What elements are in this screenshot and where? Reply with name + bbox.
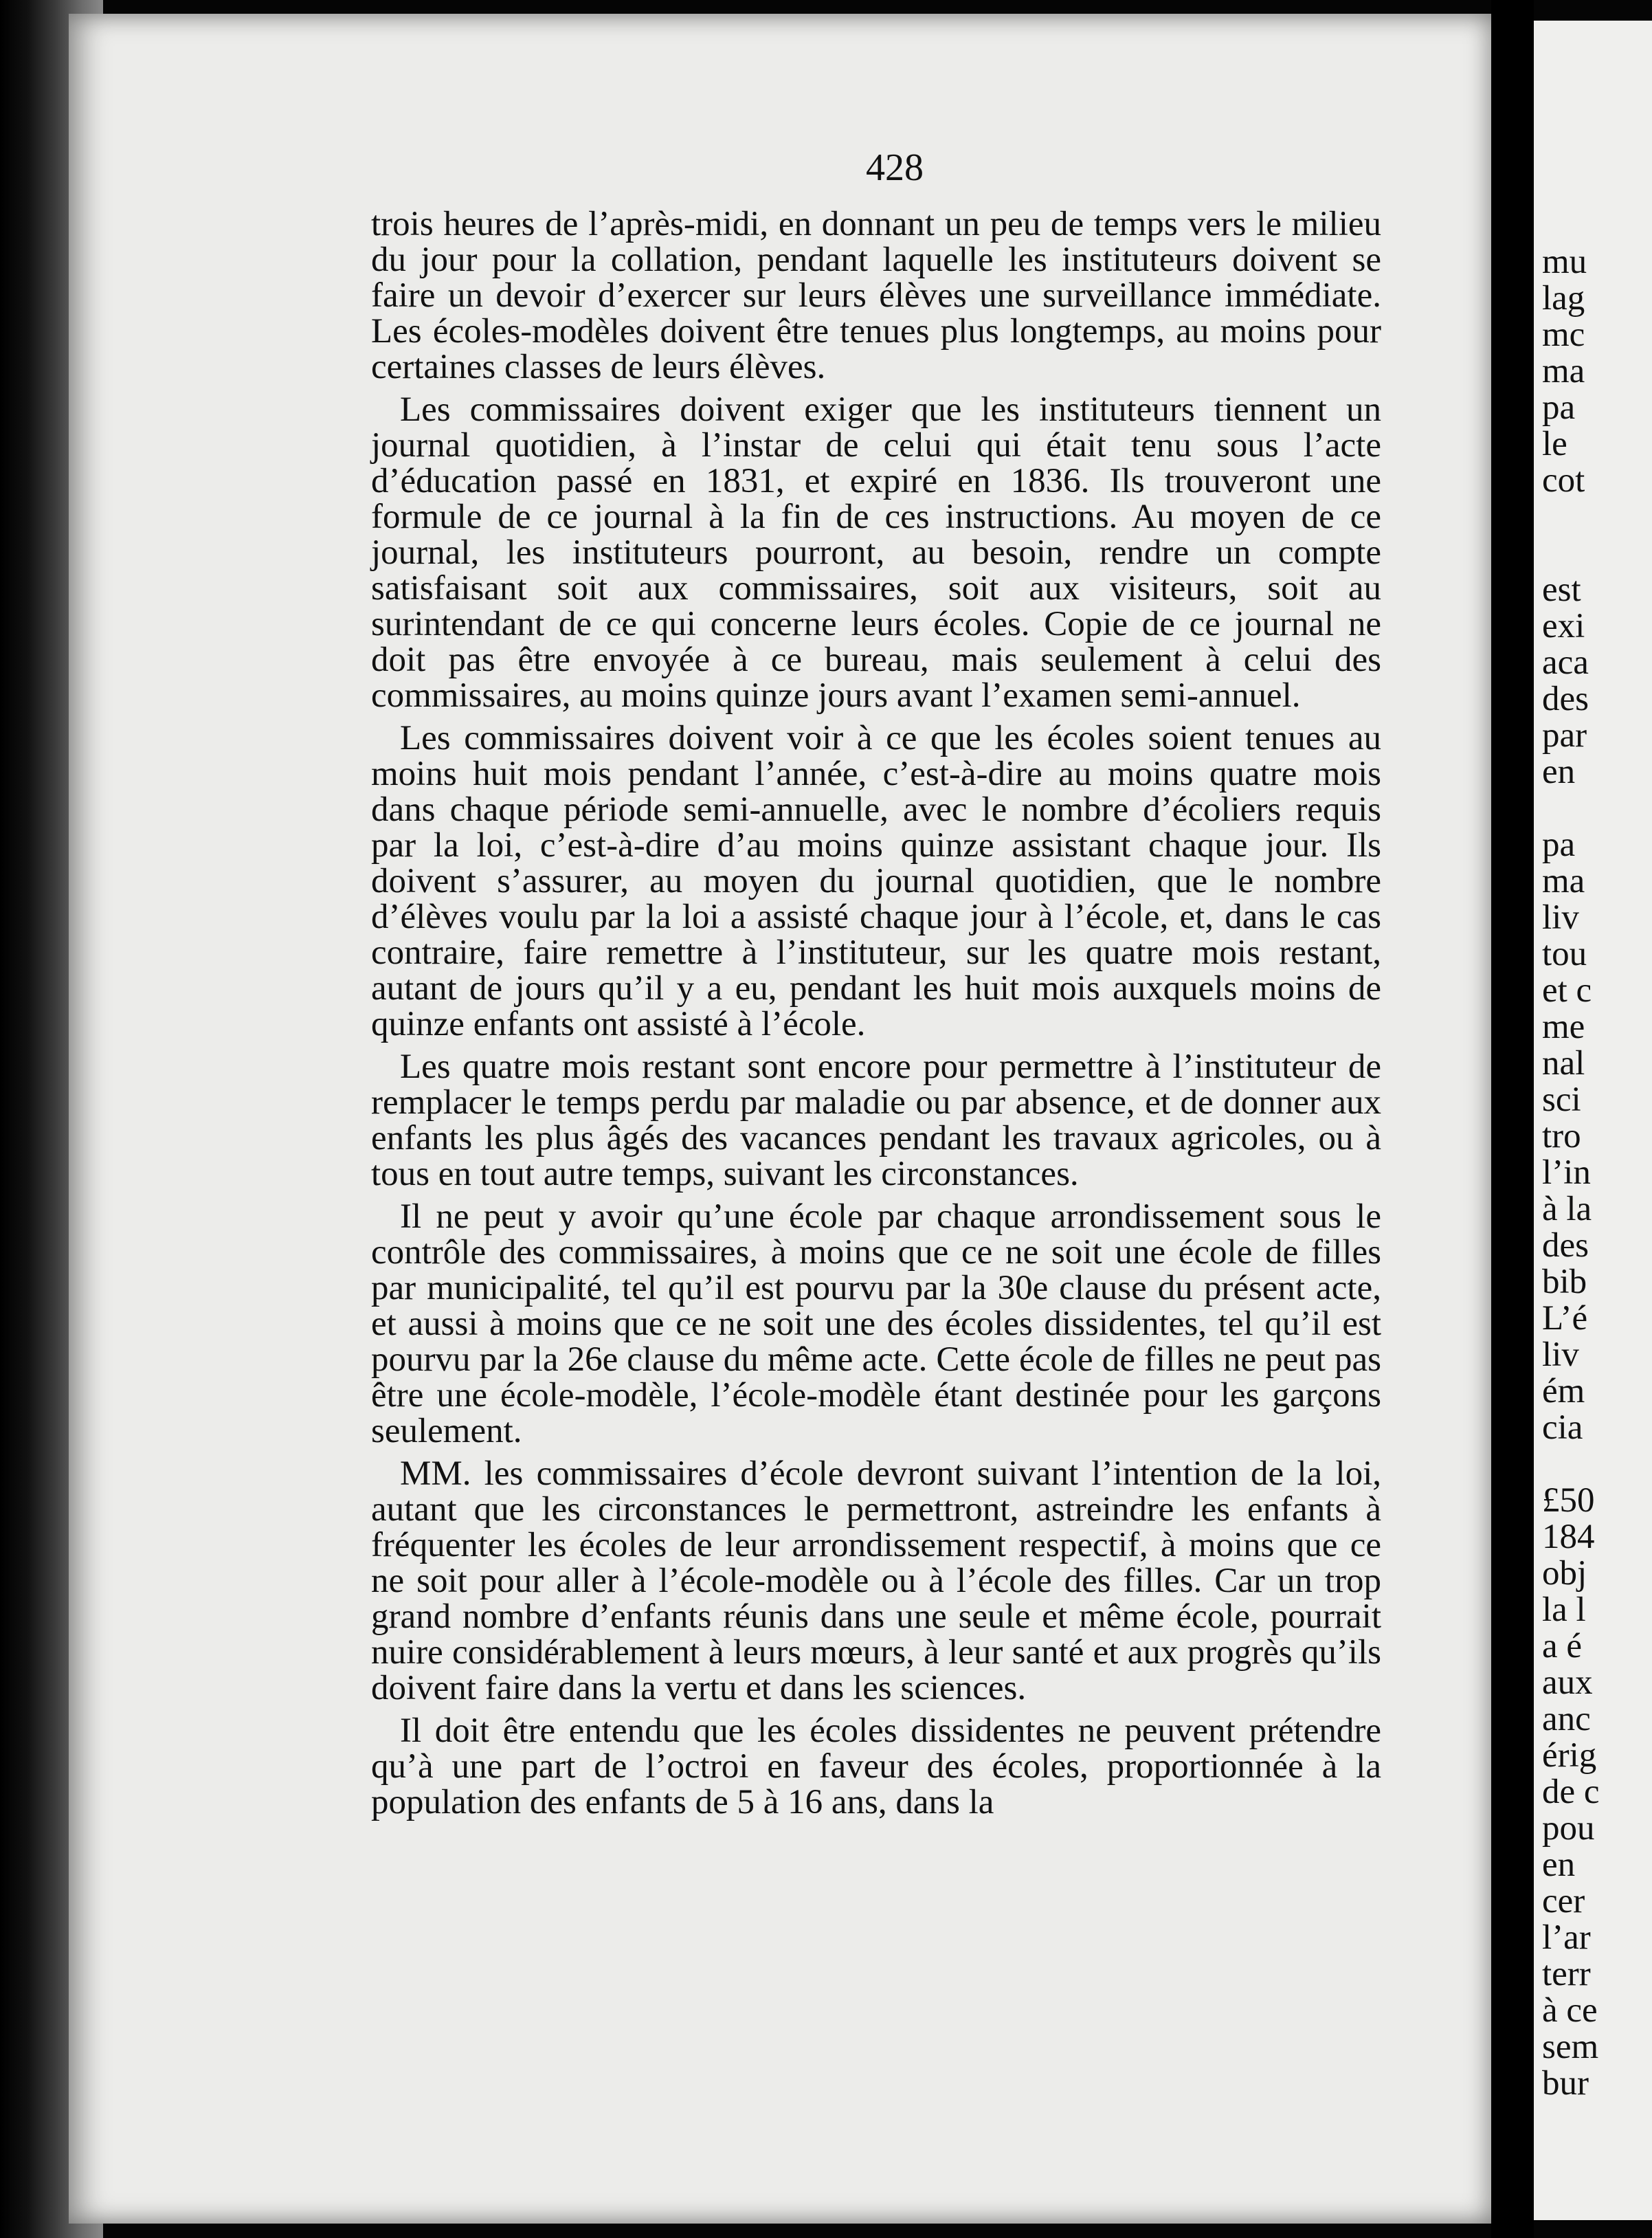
facing-page-line: pou bbox=[1542, 1809, 1595, 1848]
facing-page-line: pa bbox=[1542, 388, 1576, 427]
facing-page-line: mc bbox=[1542, 315, 1585, 354]
facing-page-line: à la bbox=[1542, 1190, 1592, 1228]
page-gutter bbox=[1491, 0, 1534, 2238]
facing-page-line: tou bbox=[1542, 935, 1587, 973]
facing-page-line: tro bbox=[1542, 1117, 1581, 1155]
facing-page-line: des bbox=[1542, 680, 1589, 718]
facing-page-line: terr bbox=[1542, 1955, 1591, 1993]
facing-page-line: £50 bbox=[1542, 1481, 1595, 1520]
facing-page bbox=[1534, 21, 1652, 2220]
facing-page-line: lag bbox=[1542, 279, 1585, 318]
paragraph: Les commissaires doivent voir à ce que les écoles soient tenues au moins huit mois pendant l’année, c’est-à-dire au moins quatre mois dans chaque période semi-annuelle, avec le nombre d’écoliers requis par la loi, c’est-à-dire d’au moins quinze assistant chaque jour. Ils doivent s’assurer, au moyen du journal quotidien, que le nombre d’élèves voulu par la loi a assisté chaque jour à l’école, et, dans le cas contraire, faire remettre à l’instituteur, sur les quatre mois restant, autant de jours qu’il y a eu, pendant les huit mois auxquels moins de quinze enfants ont assisté à l’école. bbox=[371, 719, 1381, 1043]
facing-page-line: l’ar bbox=[1542, 1918, 1591, 1957]
facing-page-line: cia bbox=[1542, 1408, 1583, 1447]
facing-page-line bbox=[1542, 1446, 1600, 1483]
facing-page-text bbox=[1542, 244, 1600, 2102]
paragraph: Les commissaires doivent exiger que les instituteurs tiennent un journal quotidien, à l’instar de celui qui était tenu sous l’acte d’éducation passé en 1831, et expiré en 1836. Ils trouveront une formule de ce journal à la fin de ces instructions. Au moyen de ce journal, les instituteurs pourront, au besoin, rendre un compte satisfaisant soit aux commissaires, soit aux visiteurs, soit au surintendant de ce qui concerne leurs écoles. Copie de ce journal ne doit pas être envoyée à ce bureau, mais seulement à celui des commissaires, au moins quinze jours avant l’examen semi-annuel. bbox=[371, 390, 1381, 715]
facing-page-line: nal bbox=[1542, 1044, 1585, 1083]
page-body-text bbox=[371, 206, 1381, 1827]
facing-page-line: l’in bbox=[1542, 1153, 1591, 1192]
facing-page-line: le bbox=[1542, 425, 1567, 463]
paragraph: Il doit être entendu que les écoles dissidentes ne peuvent prétendre qu’à une part de l’octroi en faveur des écoles, proportionnée à la population des enfants de 5 à 16 ans, dans la bbox=[371, 1711, 1381, 1821]
facing-page-line: ém bbox=[1542, 1372, 1585, 1410]
facing-page-line: bur bbox=[1542, 2064, 1589, 2103]
facing-page-line: ma bbox=[1542, 352, 1585, 390]
paragraph: Les quatre mois restant sont encore pour permettre à l’instituteur de remplacer le temps perdu par maladie ou par absence, et de donner aux enfants les plus âgés des vacances pendant les travaux agricoles, ou à tous en tout autre temps, suivant les circonstances. bbox=[371, 1048, 1381, 1193]
facing-page-line: en bbox=[1542, 753, 1576, 791]
facing-page-line: érig bbox=[1542, 1736, 1597, 1775]
facing-page-line: la l bbox=[1542, 1591, 1586, 1629]
paragraph: trois heures de l’après-midi, en donnant un peu de temps vers le milieu du jour pour la collation, pendant laquelle les instituteurs doivent se faire un devoir d’exercer sur leurs élèves une surveillance immédiate. Les écoles-modèles doivent être tenues plus longtemps, au moins pour certaines classes de leurs élèves. bbox=[371, 205, 1381, 386]
facing-page-line: me bbox=[1542, 1008, 1585, 1046]
facing-page-line: obj bbox=[1542, 1554, 1587, 1593]
facing-page-line: en bbox=[1542, 1846, 1576, 1884]
facing-page-line: a é bbox=[1542, 1627, 1583, 1665]
facing-page-line: et c bbox=[1542, 971, 1592, 1010]
facing-page-line: est bbox=[1542, 570, 1581, 609]
facing-page-line: exi bbox=[1542, 607, 1585, 645]
facing-page-line: pa bbox=[1542, 826, 1576, 864]
facing-page-line: anc bbox=[1542, 1700, 1591, 1738]
facing-page-line: liv bbox=[1542, 898, 1579, 937]
facing-page-line: 184 bbox=[1542, 1518, 1595, 1556]
facing-page-line: des bbox=[1542, 1226, 1589, 1265]
facing-page-line: de c bbox=[1542, 1773, 1600, 1811]
facing-page-line: sci bbox=[1542, 1081, 1581, 1119]
facing-page-line: bib bbox=[1542, 1263, 1587, 1301]
facing-page-line: sem bbox=[1542, 2028, 1599, 2066]
page-number: 428 bbox=[866, 146, 924, 189]
facing-page-line: aux bbox=[1542, 1663, 1593, 1702]
facing-page-line: liv bbox=[1542, 1336, 1579, 1374]
facing-page-line: à ce bbox=[1542, 1991, 1598, 2030]
facing-page-line: mu bbox=[1542, 243, 1587, 281]
facing-page-line: cer bbox=[1542, 1882, 1585, 1920]
facing-page-line: L’é bbox=[1542, 1299, 1588, 1338]
facing-page-line: par bbox=[1542, 716, 1587, 755]
facing-page-line: aca bbox=[1542, 643, 1589, 682]
facing-page-line bbox=[1542, 535, 1600, 572]
paragraph: MM. les commissaires d’école devront suivant l’intention de la loi, autant que les circonstances le permettront, astreindre les enfants à fréquenter les écoles de leur arrondissement respectif, à moins que ce ne soit pour aller à l’école-modèle ou à l’école des filles. Car un trop grand nombre d’enfants réunis dans une seule et même école, pourrait nuire considérablement à leurs mœurs, à leur santé et aux progrès qu’ils doivent faire dans la vertu et dans les sciences. bbox=[371, 1454, 1381, 1707]
facing-page-line: cot bbox=[1542, 461, 1585, 500]
facing-page-line bbox=[1542, 790, 1600, 827]
facing-page-line: ma bbox=[1542, 862, 1585, 900]
paragraph: Il ne peut y avoir qu’une école par chaque arrondissement sous le contrôle des commissaires, à moins que ce ne soit une école de filles par municipalité, tel qu’il est pourvu par la 30e clause du présent acte, et aussi à moins que ce ne soit une des écoles dissidentes, tel qu’il est pourvu par la 26e clause du même acte. Cette école de filles ne peut pas être une école-modèle, l’école-modèle étant destinée pour les garçons seulement. bbox=[371, 1197, 1381, 1450]
facing-page-line bbox=[1542, 499, 1600, 535]
